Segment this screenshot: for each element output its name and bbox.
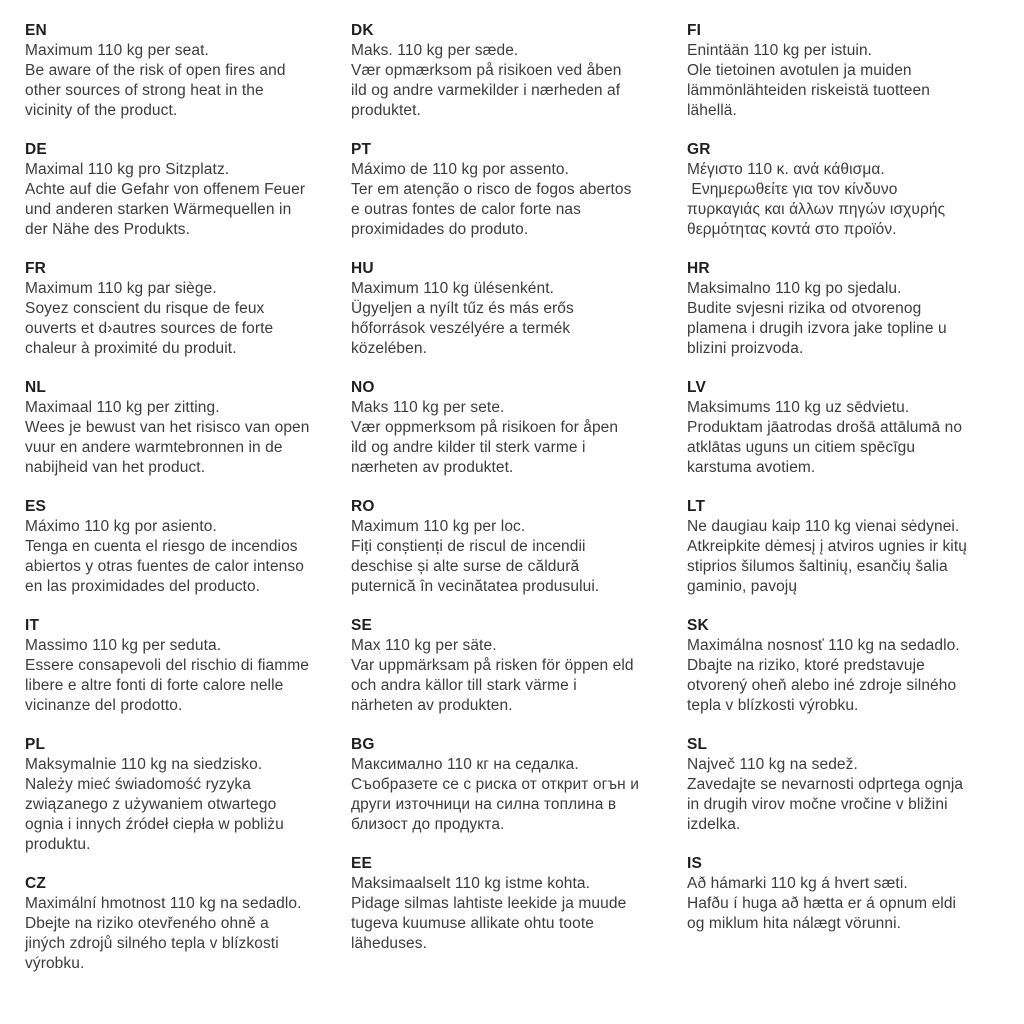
block-lines: [351, 755, 681, 835]
language-code: LT: [687, 498, 706, 515]
text-line: deschise și alte surse de căldură: [351, 558, 580, 575]
block-lines: [25, 41, 351, 121]
language-column-2: [351, 21, 681, 973]
text-line: nærheten av produktet.: [351, 459, 514, 476]
language-block: [687, 140, 1017, 240]
block-lines: [25, 279, 351, 359]
text-line: lähellä.: [687, 102, 737, 119]
language-block: [351, 616, 681, 716]
block-lines: [687, 755, 1017, 835]
language-block: [687, 259, 1017, 359]
language-block: [351, 259, 681, 359]
language-block: [351, 735, 681, 835]
text-line: Fiți conștienți de riscul de incendii: [351, 538, 586, 555]
text-line: Hafðu í huga að hætta er á opnum eldi: [687, 895, 957, 912]
text-line: other sources of strong heat in the: [25, 82, 264, 99]
text-line: otvorený oheň alebo iné zdroje silného: [687, 677, 957, 694]
language-block: [687, 497, 1017, 597]
language-block: [687, 854, 1017, 934]
text-line: θερμότητας κοντά στο προϊόν.: [687, 221, 897, 238]
language-code: SL: [687, 736, 708, 753]
text-line: tugeva kuumuse allikate ohtu toote: [351, 915, 594, 932]
text-line: Dbejte na riziko otevřeného ohně a: [25, 915, 269, 932]
text-line: og miklum hita nálægt vörunni.: [687, 915, 902, 932]
text-line: lämmönlähteiden riskeistä tuotteen: [687, 82, 930, 99]
text-line: Максимално 110 кг на седалка.: [351, 756, 579, 773]
block-lines: [687, 636, 1017, 716]
language-block: [25, 616, 351, 716]
language-block: [687, 735, 1017, 835]
text-line: proximidades do produto.: [351, 221, 529, 238]
block-lines: [351, 874, 681, 954]
text-line: Μέγιστο 110 κ. ανά κάθισμα.: [687, 161, 885, 178]
language-code: NO: [351, 379, 375, 396]
text-line: Maximálna nosnosť 110 kg na sedadlo.: [687, 637, 960, 654]
language-block: [351, 21, 681, 121]
block-lines: [25, 894, 351, 974]
text-line: blizini proizvoda.: [687, 340, 804, 357]
block-lines: [351, 279, 681, 359]
text-line: ild og andre varmekilder i nærheden af: [351, 82, 621, 99]
language-code: DE: [25, 141, 47, 158]
block-lines: [25, 160, 351, 240]
language-block: [351, 497, 681, 597]
language-code: PL: [25, 736, 46, 753]
language-code: PT: [351, 141, 372, 158]
text-line: tepla v blízkosti výrobku.: [687, 697, 859, 714]
text-line: Съобразете се с риска от открит огън и: [351, 776, 639, 793]
text-line: Produktam jāatrodas drošā attālumā no: [687, 419, 963, 436]
text-line: karstuma avotiem.: [687, 459, 816, 476]
language-code: GR: [687, 141, 711, 158]
language-block: [25, 497, 351, 597]
text-line: Ügyeljen a nyílt tűz és más erős: [351, 300, 574, 317]
language-block: [351, 140, 681, 240]
text-line: közelében.: [351, 340, 427, 357]
language-block: [25, 378, 351, 478]
language-block: [687, 616, 1017, 716]
language-code: IS: [687, 855, 703, 872]
text-line: in drugih virov močne vročine v bližini: [687, 796, 948, 813]
text-line: Budite svjesni rizika od otvorenog: [687, 300, 922, 317]
language-block: [25, 735, 351, 855]
language-code: RO: [351, 498, 375, 515]
text-line: Be aware of the risk of open fires and: [25, 62, 286, 79]
language-code: HR: [687, 260, 710, 277]
text-line: gaminio, pavojų: [687, 578, 798, 595]
block-lines: [25, 636, 351, 716]
language-block: [687, 378, 1017, 478]
text-line: Ole tietoinen avotulen ja muiden: [687, 62, 912, 79]
language-code: ES: [25, 498, 47, 515]
block-lines: [351, 160, 681, 240]
text-line: Maximaal 110 kg per zitting.: [25, 399, 220, 416]
text-line: Maximum 110 kg per seat.: [25, 42, 209, 59]
text-line: Achte auf die Gefahr von offenem Feuer: [25, 181, 306, 198]
text-line: hőforrások veszélyére a termék: [351, 320, 571, 337]
text-line: abiertos y otras fuentes de calor intenso: [25, 558, 304, 575]
text-line: Wees je bewust van het risisco van open: [25, 419, 310, 436]
text-line: Maximal 110 kg pro Sitzplatz.: [25, 161, 230, 178]
language-column-3: [687, 21, 1017, 953]
text-line: e outras fontes de calor forte nas: [351, 201, 582, 218]
text-line: plamena i drugih izvora jake topline u: [687, 320, 947, 337]
text-line: Należy mieć świadomość ryzyka: [25, 776, 251, 793]
text-line: en las proximidades del producto.: [25, 578, 261, 595]
block-lines: [25, 398, 351, 478]
text-line: Ne daugiau kaip 110 kg vienai sėdynei.: [687, 518, 960, 535]
block-lines: [351, 41, 681, 121]
text-line: близост до продукта.: [351, 816, 505, 833]
text-line: πυρκαγιάς και άλλων πηγών ισχυρής: [687, 201, 946, 218]
text-line: vicinanze del prodotto.: [25, 697, 183, 714]
language-block: [25, 21, 351, 121]
text-line: und anderen starken Wärmequellen in: [25, 201, 292, 218]
text-line: Največ 110 kg na sedež.: [687, 756, 858, 773]
language-code: EE: [351, 855, 373, 872]
text-line: nabijheid van het product.: [25, 459, 206, 476]
text-line: puternică în vecinătatea produsului.: [351, 578, 600, 595]
language-block: [687, 21, 1017, 121]
language-code: FR: [25, 260, 47, 277]
text-line: výrobku.: [25, 955, 85, 972]
text-line: och andra källor till stark värme i: [351, 677, 577, 694]
text-line: Maksymalnie 110 kg na siedzisko.: [25, 756, 263, 773]
text-line: Soyez conscient du risque de feux: [25, 300, 265, 317]
text-line: ognia i innych źródeł ciepła w pobliżu: [25, 816, 284, 833]
language-code: LV: [687, 379, 707, 396]
text-line: produktet.: [351, 102, 421, 119]
text-line: Maksimaalselt 110 kg istme kohta.: [351, 875, 591, 892]
language-code: BG: [351, 736, 375, 753]
language-code: IT: [25, 617, 40, 634]
block-lines: [687, 517, 1017, 597]
text-line: Zavedajte se nevarnosti odprtega ognja: [687, 776, 964, 793]
language-code: FI: [687, 22, 702, 39]
text-line: Maximální hmotnost 110 kg na sedadlo.: [25, 895, 302, 912]
text-line: vicinity of the product.: [25, 102, 178, 119]
text-line: Máximo 110 kg por asiento.: [25, 518, 217, 535]
block-lines: [25, 517, 351, 597]
language-code: EN: [25, 22, 47, 39]
text-line: izdelka.: [687, 816, 741, 833]
block-lines: [25, 755, 351, 855]
text-line: Maksimums 110 kg uz sēdvietu.: [687, 399, 910, 416]
text-line: Max 110 kg per säte.: [351, 637, 497, 654]
text-line: związanego z używaniem otwartego: [25, 796, 277, 813]
block-lines: [687, 41, 1017, 121]
text-line: Að hámarki 110 kg á hvert sæti.: [687, 875, 908, 892]
text-line: Maks. 110 kg per sæde.: [351, 42, 519, 59]
text-line: Atkreipkite dėmesį į atviros ugnies ir kitų: [687, 538, 967, 555]
text-line: produktu.: [25, 836, 91, 853]
language-column-1: [25, 21, 351, 993]
language-block: [351, 378, 681, 478]
text-line: Tenga en cuenta el riesgo de incendios: [25, 538, 298, 555]
text-line: Máximo de 110 kg por assento.: [351, 161, 570, 178]
text-line: Vær oppmerksom på risikoen for åpen: [351, 419, 619, 436]
block-lines: [687, 398, 1017, 478]
text-line: Ενημερωθείτε για τον κίνδυνο: [687, 181, 898, 198]
text-line: atklātas uguns un citiem spēcīgu: [687, 439, 916, 456]
text-line: läheduses.: [351, 935, 427, 952]
text-line: vuur en andere warmtebronnen in de: [25, 439, 283, 456]
text-line: Massimo 110 kg per seduta.: [25, 637, 222, 654]
text-line: Maximum 110 kg per loc.: [351, 518, 526, 535]
block-lines: [687, 160, 1017, 240]
text-line: närheten av produkten.: [351, 697, 513, 714]
text-line: chaleur à proximité du produit.: [25, 340, 237, 357]
text-line: Enintään 110 kg per istuin.: [687, 42, 873, 59]
text-line: други източници на силна топлина в: [351, 796, 617, 813]
text-line: jiných zdrojů silného tepla v blízkosti: [25, 935, 279, 952]
text-line: Maks 110 kg per sete.: [351, 399, 505, 416]
text-line: Ter em atenção o risco de fogos abertos: [351, 181, 632, 198]
text-line: Pidage silmas lahtiste leekide ja muude: [351, 895, 627, 912]
text-line: Essere consapevoli del rischio di fiamme: [25, 657, 309, 674]
text-line: stiprios šilumos šaltinių, esančių šalia: [687, 558, 948, 575]
language-block: [25, 259, 351, 359]
text-line: Maximum 110 kg par siège.: [25, 280, 217, 297]
text-line: ild og andre kilder til sterk varme i: [351, 439, 586, 456]
text-line: der Nähe des Produkts.: [25, 221, 191, 238]
text-line: Dbajte na riziko, ktoré predstavuje: [687, 657, 925, 674]
language-code: DK: [351, 22, 374, 39]
block-lines: [687, 874, 1017, 934]
language-code: NL: [25, 379, 47, 396]
language-block: [351, 854, 681, 954]
block-lines: [687, 279, 1017, 359]
text-line: ouverts et d›autres sources de forte: [25, 320, 274, 337]
language-block: [25, 140, 351, 240]
text-line: Maksimalno 110 kg po sjedalu.: [687, 280, 902, 297]
block-lines: [351, 636, 681, 716]
language-code: SK: [687, 617, 709, 634]
block-lines: [351, 517, 681, 597]
language-code: HU: [351, 260, 374, 277]
text-line: libere e altre fonti di forte calore nelle: [25, 677, 284, 694]
language-code: SE: [351, 617, 373, 634]
text-line: Vær opmærksom på risikoen ved åben: [351, 62, 622, 79]
block-lines: [351, 398, 681, 478]
language-block: [25, 874, 351, 974]
text-line: Maximum 110 kg ülésenként.: [351, 280, 555, 297]
language-code: CZ: [25, 875, 47, 892]
text-line: Var uppmärksam på risken för öppen eld: [351, 657, 634, 674]
